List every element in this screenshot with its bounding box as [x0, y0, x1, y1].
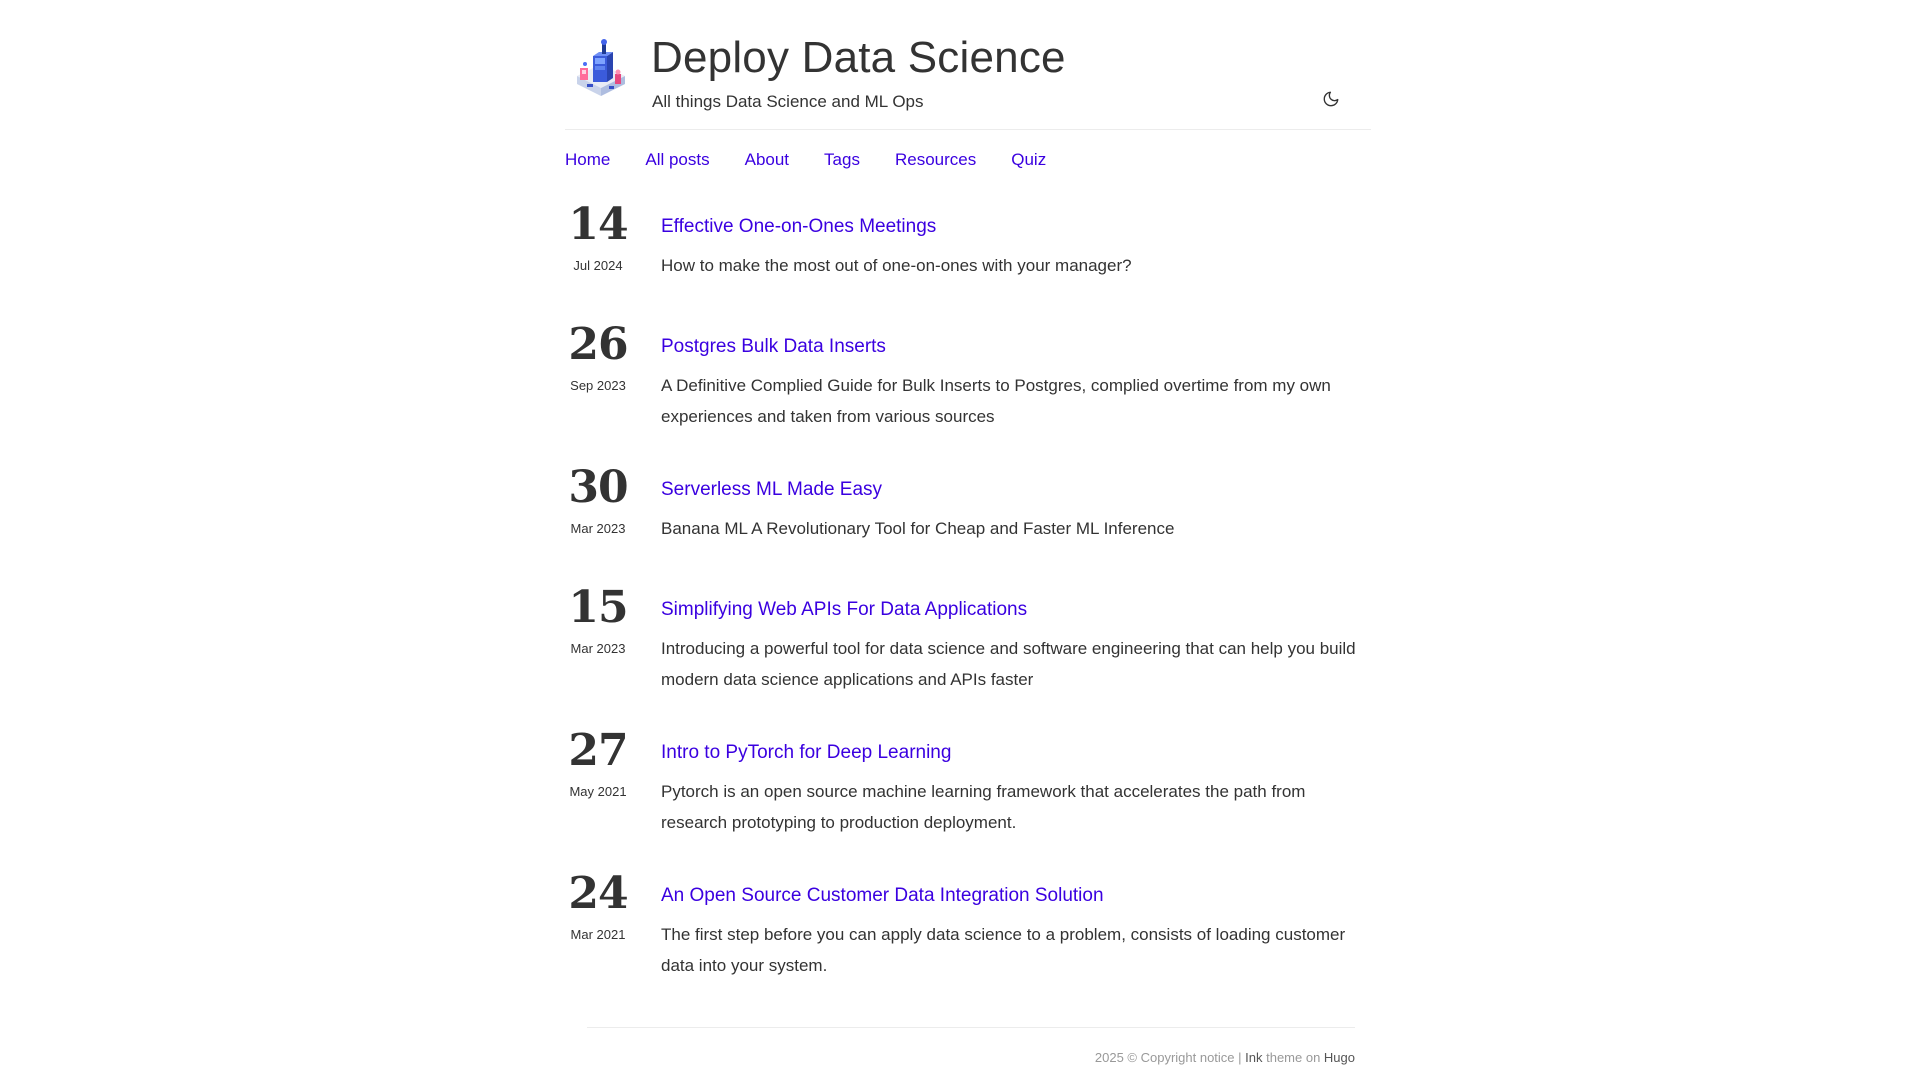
post-description: Pytorch is an open source machine learning framework that accelerates the path from research prototyping to production deployment. — [661, 782, 1306, 832]
footer-divider — [587, 1027, 1355, 1028]
post-day: 15 — [568, 582, 628, 633]
post-body — [661, 598, 1371, 695]
site-subtitle: All things Data Science and ML Ops — [652, 92, 924, 111]
post-description: The first step before you can apply data science to a problem, consists of loading customer data into your system. — [661, 925, 1346, 975]
footer-copyright: 2025 © Copyright notice | — [1094, 1050, 1246, 1065]
post-description: A Definitive Complied Guide for Bulk Inserts to Postgres, complied overtime from my own experiences and taken from various sources — [661, 376, 1331, 426]
nav-about[interactable]: About — [744, 150, 790, 169]
post-title-link[interactable]: Serverless ML Made Easy — [661, 479, 883, 500]
post-title-link[interactable]: Effective One-on-Ones Meetings — [661, 216, 937, 237]
nav-tags[interactable]: Tags — [824, 150, 860, 169]
post-date — [565, 200, 631, 273]
post-date — [565, 463, 631, 536]
site-logo-icon[interactable] — [571, 38, 629, 104]
post-date — [565, 583, 631, 656]
footer-ink-link[interactable]: Ink — [1245, 1050, 1263, 1065]
post-day: 27 — [568, 725, 628, 776]
site-footer — [1095, 1050, 1355, 1065]
nav-resources[interactable]: Resources — [894, 150, 977, 169]
post-date — [565, 726, 631, 799]
nav-all-posts[interactable]: All posts — [645, 150, 710, 169]
post-day: 30 — [568, 462, 628, 513]
post-body — [661, 741, 1371, 838]
post-title-link[interactable]: Postgres Bulk Data Inserts — [661, 336, 886, 357]
footer-hugo-link[interactable]: Hugo — [1323, 1050, 1355, 1065]
post-day: 26 — [568, 319, 628, 370]
post-description: Banana ML A Revolutionary Tool for Cheap and Faster ML Inference — [661, 519, 1175, 538]
post-month: Mar 2023 — [570, 641, 626, 656]
post-day: 24 — [568, 868, 628, 919]
post-month: Jul 2024 — [573, 258, 623, 273]
post-month: Sep 2023 — [570, 378, 626, 393]
post-month: Mar 2021 — [570, 927, 626, 942]
site-title[interactable]: Deploy Data Science — [651, 33, 1066, 82]
main-nav — [565, 150, 1081, 170]
post-body — [661, 215, 1371, 282]
post-title-link[interactable]: Simplifying Web APIs For Data Applications — [661, 599, 1028, 620]
post-date — [565, 320, 631, 393]
post-month: Mar 2023 — [570, 521, 626, 536]
post-body — [661, 478, 1371, 545]
footer-theme-text: theme on — [1262, 1050, 1324, 1065]
post-description: How to make the most out of one-on-ones with your manager? — [661, 256, 1132, 275]
post-title-link[interactable]: Intro to PyTorch for Deep Learning — [661, 742, 952, 763]
site-header — [565, 0, 1371, 130]
post-description: Introducing a powerful tool for data science and software engineering that can help you build modern data science applications and APIs faster — [661, 639, 1356, 689]
post-month: May 2021 — [569, 784, 627, 799]
post-title-link[interactable]: An Open Source Customer Data Integration Solution — [661, 885, 1104, 906]
post-body — [661, 335, 1371, 432]
moon-icon[interactable] — [1322, 90, 1340, 108]
page-container — [565, 0, 1371, 975]
nav-quiz[interactable]: Quiz — [1011, 150, 1047, 169]
post-day: 14 — [568, 199, 628, 250]
nav-home[interactable]: Home — [565, 150, 611, 169]
post-body — [661, 884, 1371, 981]
post-date — [565, 869, 631, 942]
